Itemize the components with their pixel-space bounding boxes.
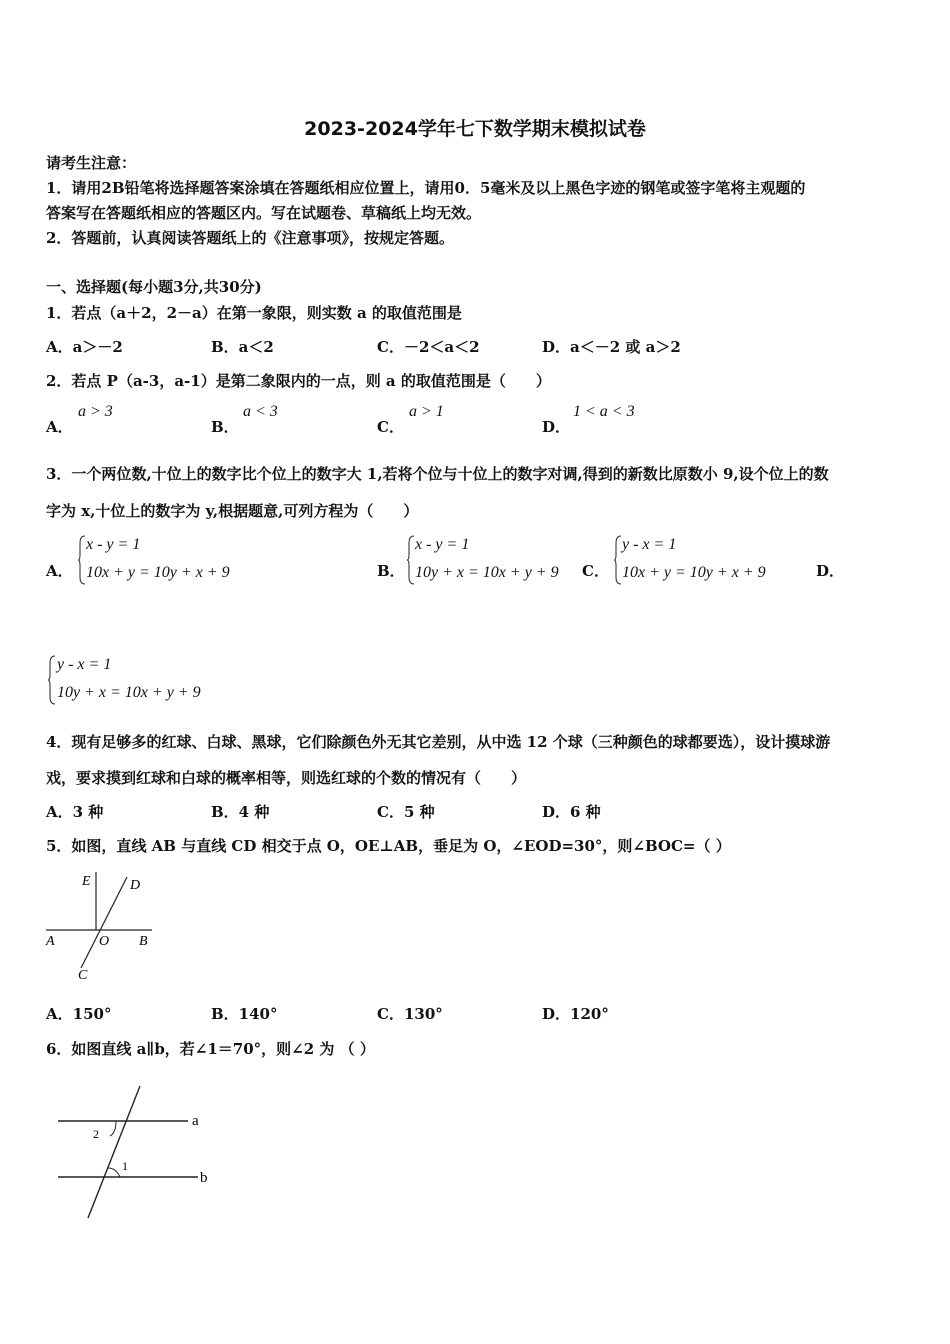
q2-expr-c: a > 1 bbox=[409, 403, 444, 420]
notice-line-1b: 答案写在答题纸相应的答题区内。写在试题卷、草稿纸上均无效。 bbox=[46, 204, 482, 222]
label-a: A bbox=[46, 934, 55, 949]
label-angle-1: 1 bbox=[122, 1159, 128, 1173]
q2-label-a[interactable]: A． bbox=[46, 418, 73, 436]
angle-1-arc bbox=[108, 1168, 120, 1177]
q2-label-c[interactable]: C． bbox=[377, 418, 404, 436]
q5-option-a[interactable]: A．150° bbox=[46, 1005, 112, 1023]
label-line-a: a bbox=[192, 1113, 199, 1129]
q5-option-b[interactable]: B．140° bbox=[211, 1005, 278, 1023]
q2-expr-a: a > 3 bbox=[78, 403, 113, 420]
q4-option-c[interactable]: C．5 种 bbox=[377, 803, 435, 821]
q6-figure bbox=[50, 1078, 220, 1228]
notice-heading: 请考生注意： bbox=[46, 154, 137, 172]
label-line-b: b bbox=[200, 1170, 208, 1186]
section-heading: 一、选择题(每小题3分,共30分) bbox=[46, 278, 262, 296]
q1-stem: 1．若点（a＋2，2－a）在第一象限，则实数 a 的取值范围是 bbox=[46, 304, 462, 322]
q3-a-eq1: x - y = 1 bbox=[86, 536, 141, 553]
q3-label-b[interactable]: B． bbox=[377, 562, 405, 580]
label-b: B bbox=[139, 934, 148, 949]
q2-expr-d: 1 < a < 3 bbox=[573, 403, 635, 420]
q4-stem-line-1: 4．现有足够多的红球、白球、黑球，它们除颜色外无其它差别，从中选 12 个球（三种颜色的球都要选），设计摸球游 bbox=[46, 733, 831, 751]
q1-option-a[interactable]: A．a＞－2 bbox=[46, 338, 123, 356]
label-angle-2: 2 bbox=[93, 1127, 99, 1141]
q2-label-d[interactable]: D． bbox=[542, 418, 571, 436]
q3-brace-a bbox=[78, 535, 86, 585]
q4-option-d[interactable]: D．6 种 bbox=[542, 803, 601, 821]
q3-label-d[interactable]: D． bbox=[816, 562, 845, 580]
transversal bbox=[88, 1086, 140, 1218]
q3-brace-d bbox=[48, 655, 56, 705]
label-e: E bbox=[82, 874, 91, 889]
line-cd bbox=[81, 877, 127, 968]
q4-option-a[interactable]: A．3 种 bbox=[46, 803, 104, 821]
notice-line-2: 2．答题前，认真阅读答题纸上的《注意事项》，按规定答题。 bbox=[46, 229, 454, 247]
q6-stem: 6．如图直线 a∥b，若∠1＝70°，则∠2 为 （ ） bbox=[46, 1040, 375, 1058]
label-o: O bbox=[99, 934, 110, 949]
q3-b-eq1: x - y = 1 bbox=[415, 536, 470, 553]
q3-brace-c bbox=[614, 535, 622, 585]
q1-option-b[interactable]: B．a＜2 bbox=[211, 338, 274, 356]
q5-figure bbox=[40, 868, 165, 983]
angle-2-arc bbox=[110, 1121, 116, 1136]
q1-option-d[interactable]: D．a＜－2 或 a＞2 bbox=[542, 338, 681, 356]
q3-brace-b bbox=[407, 535, 415, 585]
page-title: 2023-2024学年七下数学期末模拟试卷 bbox=[304, 118, 646, 140]
q4-option-b[interactable]: B．4 种 bbox=[211, 803, 270, 821]
q3-a-eq2: 10x + y = 10y + x + 9 bbox=[86, 564, 230, 581]
q2-stem: 2．若点 P（a-3，a-1）是第二象限内的一点，则 a 的取值范围是（ ） bbox=[46, 372, 551, 390]
q5-option-c[interactable]: C．130° bbox=[377, 1005, 443, 1023]
label-c: C bbox=[78, 968, 88, 983]
q3-d-eq1: y - x = 1 bbox=[57, 656, 112, 673]
q5-option-d[interactable]: D．120° bbox=[542, 1005, 609, 1023]
q3-d-eq2: 10y + x = 10x + y + 9 bbox=[57, 684, 201, 701]
q4-stem-line-2: 戏，要求摸到红球和白球的概率相等，则选红球的个数的情况有（ ） bbox=[46, 769, 527, 787]
notice-line-1a: 1．请用2B铅笔将选择题答案涂填在答题纸相应位置上，请用0．5毫米及以上黑色字迹的钢笔或签字笔将主观题的 bbox=[46, 179, 806, 197]
q3-b-eq2: 10y + x = 10x + y + 9 bbox=[415, 564, 559, 581]
q3-label-c[interactable]: C． bbox=[582, 562, 609, 580]
q3-stem-line-2: 字为 x,十位上的数字为 y,根据题意,可列方程为（ ） bbox=[46, 502, 419, 520]
q5-stem: 5．如图，直线 AB 与直线 CD 相交于点 O，OE⊥AB，垂足为 O，∠EOD=30°，则∠BOC=（ ） bbox=[46, 837, 731, 855]
q2-label-b[interactable]: B． bbox=[211, 418, 239, 436]
q3-c-eq2: 10x + y = 10y + x + 9 bbox=[622, 564, 766, 581]
q3-c-eq1: y - x = 1 bbox=[622, 536, 677, 553]
q3-stem-line-1: 3．一个两位数,十位上的数字比个位上的数字大 1,若将个位与十位上的数字对调,得到的新数比原数小 9,设个位上的数 bbox=[46, 465, 829, 483]
label-d: D bbox=[130, 878, 141, 893]
q1-option-c[interactable]: C．－2＜a＜2 bbox=[377, 338, 480, 356]
q2-expr-b: a < 3 bbox=[243, 403, 278, 420]
q3-label-a[interactable]: A． bbox=[46, 562, 73, 580]
